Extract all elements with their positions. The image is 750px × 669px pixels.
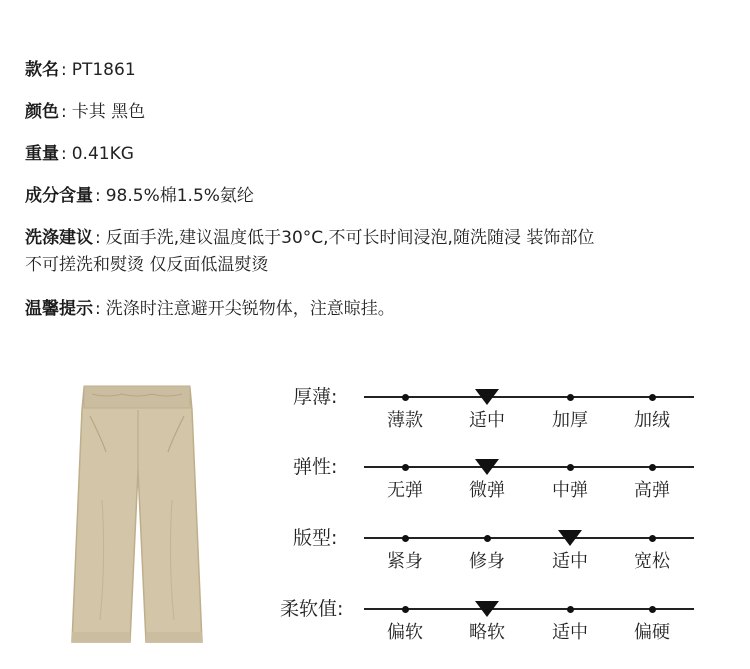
scale-option: 微弹: [469, 480, 505, 501]
spec-value: 洗涤时注意避开尖锐物体，注意晾挂。: [105, 299, 395, 319]
triangle-down-icon: [558, 530, 582, 546]
scale-option: 高弹: [634, 480, 670, 501]
scale-dot: [402, 464, 409, 471]
spec-separator: :: [61, 144, 67, 164]
scale-dot: [402, 394, 409, 401]
spec-value: 98.5%棉1.5%氨纶: [105, 186, 254, 206]
scale-option: 加厚: [552, 410, 588, 431]
spec-key: 温馨提示: [25, 299, 93, 319]
scale-dot: [649, 606, 656, 613]
spec-key: 款名: [25, 60, 59, 80]
scale-line: [364, 466, 694, 468]
spec-key: 重量: [25, 144, 59, 164]
spec-separator: :: [95, 299, 101, 319]
spec-row-style: [25, 57, 136, 84]
scale-option: 适中: [469, 410, 505, 431]
spec-key: 成分含量: [25, 186, 93, 206]
scale-option: 略软: [469, 622, 505, 643]
scale-option: 适中: [552, 622, 588, 643]
scale-option: 紧身: [387, 551, 423, 572]
scale-dot: [402, 606, 409, 613]
scale-option: 修身: [469, 551, 505, 572]
scale-dot: [567, 394, 574, 401]
scale-option: 加绒: [634, 410, 670, 431]
scale-dot: [649, 535, 656, 542]
scale-dot: [649, 394, 656, 401]
scale-label: 厚薄:: [293, 386, 338, 408]
spec-value: 0.41KG: [71, 144, 134, 164]
scale-option: 无弹: [387, 480, 423, 501]
scale-dot: [402, 535, 409, 542]
khaki-pants-illustration: [62, 380, 212, 650]
spec-value: 卡其 黑色: [71, 102, 146, 122]
spec-row-tips: [25, 296, 395, 323]
spec-value: PT1861: [71, 60, 136, 80]
scale-line: [364, 608, 694, 610]
scale-option: 薄款: [387, 410, 423, 431]
scale-option: 偏软: [387, 622, 423, 643]
scale-dot: [484, 535, 491, 542]
spec-value: 反面手洗,建议温度低于30°C,不可长时间浸泡,随洗随浸 装饰部位: [105, 228, 595, 248]
scale-line: [364, 537, 694, 539]
triangle-down-icon: [475, 459, 499, 475]
spec-separator: :: [61, 102, 67, 122]
scale-label: 弹性:: [293, 456, 338, 478]
scale-option: 偏硬: [634, 622, 670, 643]
spec-separator: :: [95, 228, 101, 248]
spec-row-composition: [25, 183, 254, 210]
spec-row-color: [25, 99, 145, 126]
scale-line: [364, 396, 694, 398]
spec-row-care: [25, 225, 594, 279]
spec-row-weight: [25, 141, 134, 168]
scale-dot: [567, 464, 574, 471]
scale-option: 宽松: [634, 551, 670, 572]
scale-label: 版型:: [293, 527, 338, 549]
spec-separator: :: [95, 186, 101, 206]
scale-label: 柔软值:: [280, 598, 344, 620]
scale-dot: [649, 464, 656, 471]
scale-option: 中弹: [552, 480, 588, 501]
triangle-down-icon: [475, 601, 499, 617]
scale-option: 适中: [552, 551, 588, 572]
spec-value-continued: 不可搓洗和熨烫 仅反面低温熨烫: [25, 255, 269, 275]
scale-dot: [567, 606, 574, 613]
triangle-down-icon: [475, 389, 499, 405]
spec-key: 洗涤建议: [25, 228, 93, 248]
spec-key: 颜色: [25, 102, 59, 122]
spec-separator: :: [61, 60, 67, 80]
